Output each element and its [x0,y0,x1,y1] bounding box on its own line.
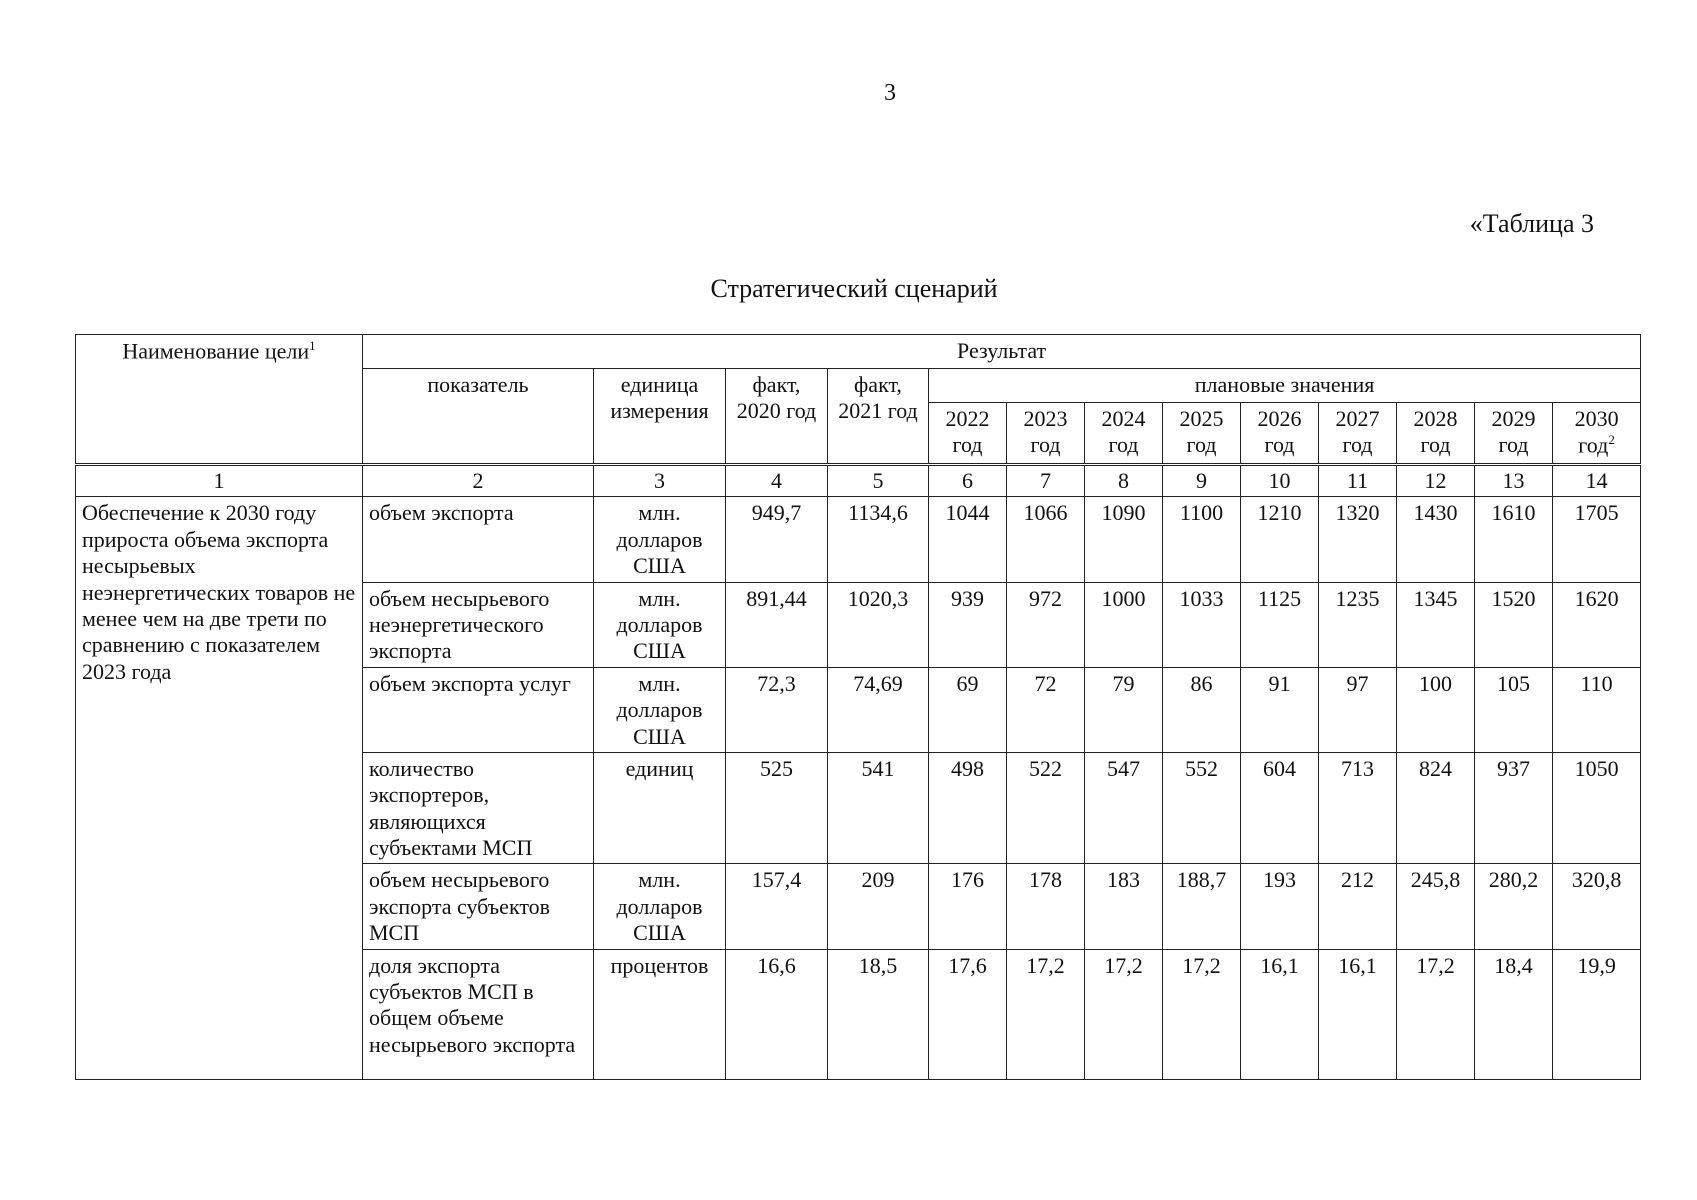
value-cell: 1090 [1085,497,1163,582]
value-cell: 86 [1163,667,1241,752]
value-cell: 541 [828,752,929,864]
value-cell: 110 [1553,667,1641,752]
value-cell: 16,1 [1319,949,1397,1079]
value-cell: 16,6 [726,949,828,1079]
column-number-cell: 13 [1475,465,1553,497]
unit-cell: единиц [594,752,726,864]
value-cell: 157,4 [726,864,828,949]
value-cell: 320,8 [1553,864,1641,949]
unit-header: единица измерения [594,369,726,465]
value-cell: 604 [1241,752,1319,864]
column-number-cell: 6 [929,465,1007,497]
value-cell: 1066 [1007,497,1085,582]
value-cell: 1044 [929,497,1007,582]
value-cell: 18,4 [1475,949,1553,1079]
value-cell: 498 [929,752,1007,864]
year-header-2030-label: 2030 год [1574,406,1619,458]
value-cell: 176 [929,864,1007,949]
value-cell: 1430 [1397,497,1475,582]
indicator-cell: объем несырьевого неэнергетического экспорта [363,582,594,667]
year-header: 2029 год [1475,403,1553,465]
result-header: Результат [363,335,1641,369]
value-cell: 188,7 [1163,864,1241,949]
column-number-cell: 4 [726,465,828,497]
value-cell: 17,2 [1397,949,1475,1079]
value-cell: 1235 [1319,582,1397,667]
value-cell: 212 [1319,864,1397,949]
column-number-cell: 12 [1397,465,1475,497]
value-cell: 939 [929,582,1007,667]
value-cell: 547 [1085,752,1163,864]
column-number-row [76,465,1641,497]
value-cell: 280,2 [1475,864,1553,949]
value-cell: 891,44 [726,582,828,667]
value-cell: 1000 [1085,582,1163,667]
value-cell: 525 [726,752,828,864]
goal-column-header [76,335,363,465]
value-cell: 19,9 [1553,949,1641,1079]
value-cell: 1134,6 [828,497,929,582]
value-cell: 18,5 [828,949,929,1079]
column-number-cell: 1 [76,465,363,497]
value-cell: 17,2 [1085,949,1163,1079]
footnote-mark-1: 1 [309,338,316,353]
value-cell: 937 [1475,752,1553,864]
column-number-cell: 10 [1241,465,1319,497]
planned-values-header: плановые значения [929,369,1641,403]
column-number-cell: 8 [1085,465,1163,497]
value-cell: 1320 [1319,497,1397,582]
unit-cell: млн. долларов США [594,864,726,949]
column-number-cell: 3 [594,465,726,497]
value-cell: 1210 [1241,497,1319,582]
document-title: Стратегический сценарий [710,274,998,303]
indicator-cell: объем несырьевого экспорта субъектов МСП [363,864,594,949]
indicator-row [76,497,1641,582]
column-number-cell: 11 [1319,465,1397,497]
value-cell: 178 [1007,864,1085,949]
unit-cell: млн. долларов США [594,497,726,582]
year-header: 2023 год [1007,403,1085,465]
value-cell: 72,3 [726,667,828,752]
year-header-2030 [1553,403,1641,465]
value-cell: 17,2 [1007,949,1085,1079]
unit-cell: млн. долларов США [594,667,726,752]
column-number-cell: 9 [1163,465,1241,497]
fact-2021-header: факт, 2021 год [828,369,929,465]
fact-2020-header: факт, 2020 год [726,369,828,465]
goal-column-header-label: Наименование цели [122,338,310,364]
year-header: 2026 год [1241,403,1319,465]
value-cell: 79 [1085,667,1163,752]
value-cell: 824 [1397,752,1475,864]
year-header: 2025 год [1163,403,1241,465]
footnote-mark-2: 2 [1608,432,1615,448]
column-number-cell: 7 [1007,465,1085,497]
year-header: 2022 год [929,403,1007,465]
page-number: 3 [884,80,896,106]
value-cell: 1033 [1163,582,1241,667]
column-number-cell: 14 [1553,465,1641,497]
value-cell: 193 [1241,864,1319,949]
column-number-cell: 2 [363,465,594,497]
value-cell: 100 [1397,667,1475,752]
value-cell: 91 [1241,667,1319,752]
value-cell: 522 [1007,752,1085,864]
value-cell: 245,8 [1397,864,1475,949]
indicator-cell: количество экспортеров, являющихся субъектами МСП [363,752,594,864]
value-cell: 1125 [1241,582,1319,667]
value-cell: 1345 [1397,582,1475,667]
value-cell: 16,1 [1241,949,1319,1079]
year-header: 2028 год [1397,403,1475,465]
value-cell: 1050 [1553,752,1641,864]
value-cell: 74,69 [828,667,929,752]
value-cell: 552 [1163,752,1241,864]
unit-cell: млн. долларов США [594,582,726,667]
value-cell: 69 [929,667,1007,752]
indicator-cell: объем экспорта услуг [363,667,594,752]
value-cell: 1620 [1553,582,1641,667]
value-cell: 72 [1007,667,1085,752]
value-cell: 1520 [1475,582,1553,667]
goal-cell: Обеспечение к 2030 году прироста объема экспорта несырьевых неэнергетических товаров не менее чем на две трети по сравнению с показателем 2023 года [76,497,363,1079]
indicator-cell: объем экспорта [363,497,594,582]
value-cell: 17,2 [1163,949,1241,1079]
year-header: 2027 год [1319,403,1397,465]
value-cell: 949,7 [726,497,828,582]
value-cell: 1020,3 [828,582,929,667]
value-cell: 713 [1319,752,1397,864]
value-cell: 972 [1007,582,1085,667]
value-cell: 209 [828,864,929,949]
value-cell: 1610 [1475,497,1553,582]
strategic-scenario-table [75,334,1641,1080]
table-label: «Таблица 3 [1469,209,1594,238]
column-number-cell: 5 [828,465,929,497]
value-cell: 183 [1085,864,1163,949]
indicator-header: показатель [363,369,594,465]
value-cell: 1705 [1553,497,1641,582]
indicator-cell: доля экспорта субъектов МСП в общем объеме несырьевого экспорта [363,949,594,1079]
value-cell: 105 [1475,667,1553,752]
unit-cell: процентов [594,949,726,1079]
value-cell: 17,6 [929,949,1007,1079]
value-cell: 1100 [1163,497,1241,582]
year-header: 2024 год [1085,403,1163,465]
value-cell: 97 [1319,667,1397,752]
